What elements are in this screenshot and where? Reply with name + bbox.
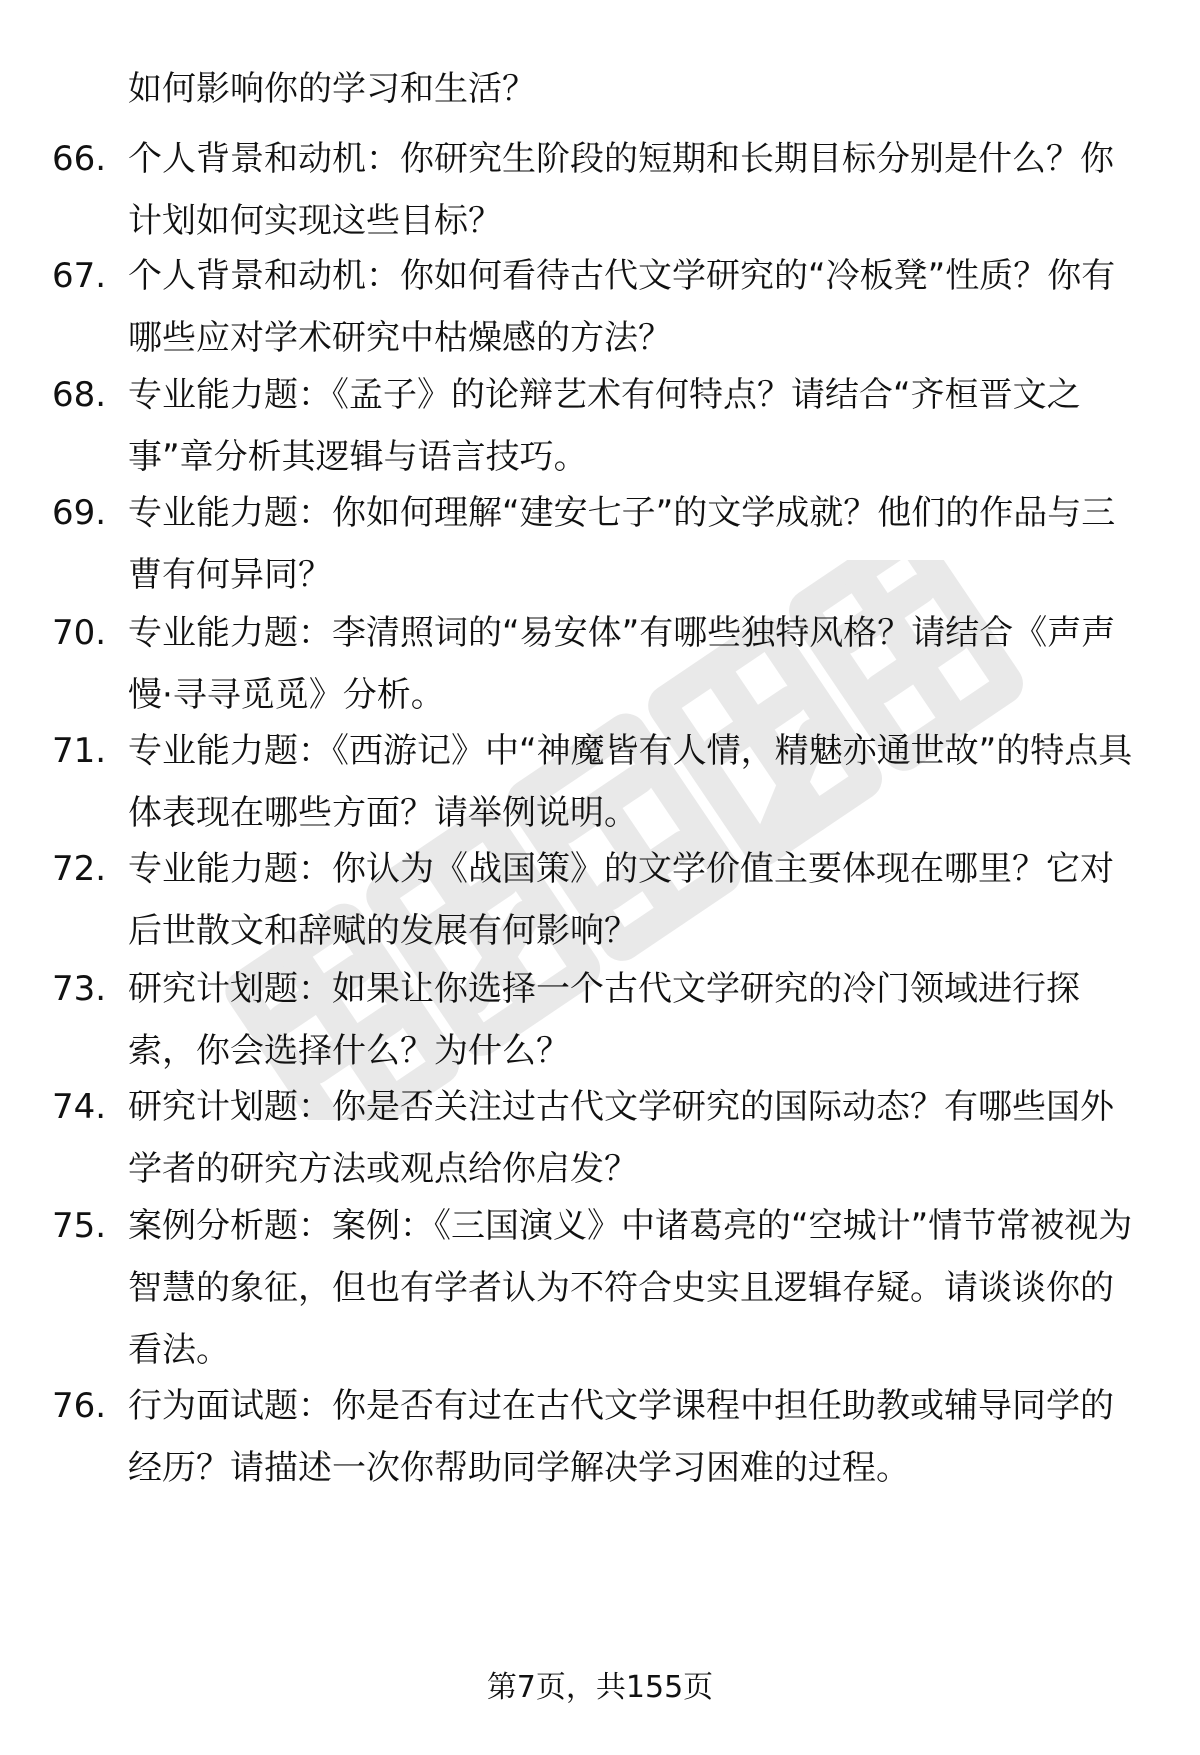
- question-text: 专业能力题：你认为《战国策》的文学价值主要体现在哪里？它对后世散文和辞赋的发展有何影响？: [128, 849, 1114, 951]
- question-number: 74.: [52, 1087, 107, 1127]
- question-number: 73.: [52, 969, 107, 1009]
- question-text: 个人背景和动机：你如何看待古代文学研究的“冷板凳”性质？你有哪些应对学术研究中枯燥感的方法？: [128, 256, 1116, 358]
- question-number: 75.: [52, 1206, 107, 1246]
- question-text: 行为面试题：你是否有过在古代文学课程中担任助教或辅导同学的经历？请描述一次你帮助同学解决学习困难的过程。: [128, 1386, 1114, 1488]
- question-text: 研究计划题：你是否关注过古代文学研究的国际动态？有哪些国外学者的研究方法或观点给你启发？: [128, 1087, 1114, 1189]
- question-number: 76.: [52, 1386, 107, 1426]
- question-number: 72.: [52, 849, 107, 889]
- question-number: 70.: [52, 613, 107, 653]
- question-text: 专业能力题：《西游记》中“神魔皆有人情，精魅亦通世故”的特点具体表现在哪些方面？请举例说明。: [128, 731, 1133, 833]
- continuation-text: 如何影响你的学习和生活？: [128, 69, 536, 109]
- question-text: 专业能力题：李清照词的“易安体”有哪些独特风格？请结合《声声慢·寻寻觅觅》分析。: [128, 613, 1116, 715]
- question-text: 研究计划题：如果让你选择一个古代文学研究的冷门领域进行探索，你会选择什么？为什么？: [128, 969, 1080, 1071]
- question-text: 专业能力题：《孟子》的论辩艺术有何特点？请结合“齐桓晋文之事”章分析其逻辑与语言技巧。: [128, 375, 1081, 477]
- page-footer: 第7页，共155页: [486, 1670, 714, 1705]
- question-number: 66.: [52, 139, 107, 179]
- question-number: 68.: [52, 375, 107, 415]
- question-number: 69.: [52, 493, 107, 533]
- question-number: 67.: [52, 256, 107, 296]
- question-text: 个人背景和动机：你研究生阶段的短期和长期目标分别是什么？你计划如何实现这些目标？: [128, 139, 1114, 241]
- question-number: 71.: [52, 731, 107, 771]
- question-text: 案例分析题：案例：《三国演义》中诸葛亮的“空城计”情节常被视为智慧的象征，但也有学者认为不符合史实且逻辑存疑。请谈谈你的看法。: [128, 1206, 1133, 1370]
- question-text: 专业能力题：你如何理解“建安七子”的文学成就？他们的作品与三曹有何异同？: [128, 493, 1116, 595]
